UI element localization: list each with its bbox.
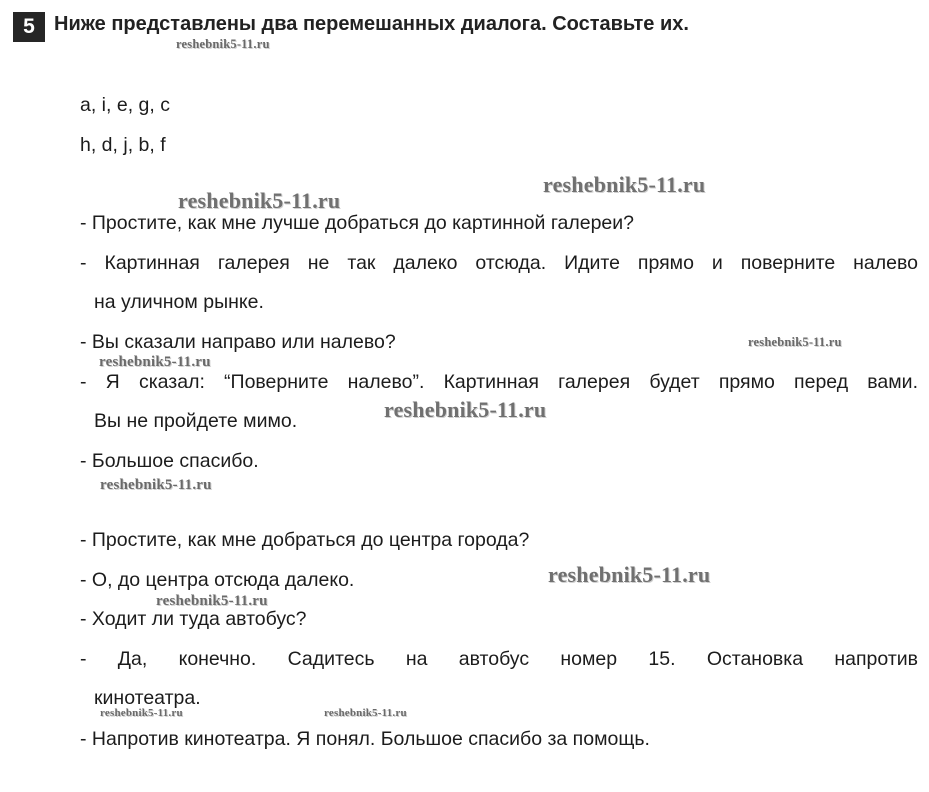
dialogue-2-line: кинотеатра.	[94, 687, 201, 709]
watermark: reshebnik5-11.ru	[176, 37, 270, 51]
dialogue-1-line: - Вы сказали направо или налево?	[80, 331, 396, 353]
dialogue-2-line: - Простите, как мне добраться до центра города?	[80, 529, 530, 551]
watermark: reshebnik5-11.ru	[548, 562, 711, 587]
dialogue-1-line: - Я сказал: “Поверните налево”. Картинная галерея будет прямо перед вами.	[80, 371, 918, 393]
dialogue-2-line: - О, до центра отсюда далеко.	[80, 569, 355, 591]
watermark: reshebnik5-11.ru	[156, 593, 268, 609]
watermark: reshebnik5-11.ru	[384, 397, 547, 422]
answer-order-1: a, i, e, g, c	[80, 94, 170, 116]
watermark: reshebnik5-11.ru	[178, 188, 341, 213]
watermark: reshebnik5-11.ru	[100, 707, 183, 719]
dialogue-1-line: - Большое спасибо.	[80, 450, 259, 472]
dialogue-2-line: - Да, конечно. Садитесь на автобус номер 15. Остановка напротив	[80, 648, 918, 670]
dialogue-1-line: - Картинная галерея не так далеко отсюда. Идите прямо и поверните налево	[80, 252, 918, 274]
watermark: reshebnik5-11.ru	[748, 335, 842, 349]
answer-order-2: h, d, j, b, f	[80, 134, 166, 156]
dialogue-2-line: - Ходит ли туда автобус?	[80, 608, 307, 630]
watermark: reshebnik5-11.ru	[324, 707, 407, 719]
watermark: reshebnik5-11.ru	[543, 172, 706, 197]
dialogue-1-line: на уличном рынке.	[94, 291, 264, 313]
task-number-badge: 5	[13, 12, 45, 42]
watermark: reshebnik5-11.ru	[100, 477, 212, 493]
dialogue-2-line: - Напротив кинотеатра. Я понял. Большое спасибо за помощь.	[80, 728, 650, 750]
dialogue-1-line: Вы не пройдете мимо.	[94, 410, 298, 432]
watermark: reshebnik5-11.ru	[99, 354, 211, 370]
task-title: Ниже представлены два перемешанных диалога. Составьте их.	[54, 13, 689, 35]
dialogue-1-line: - Простите, как мне лучше добраться до картинной галереи?	[80, 212, 634, 234]
